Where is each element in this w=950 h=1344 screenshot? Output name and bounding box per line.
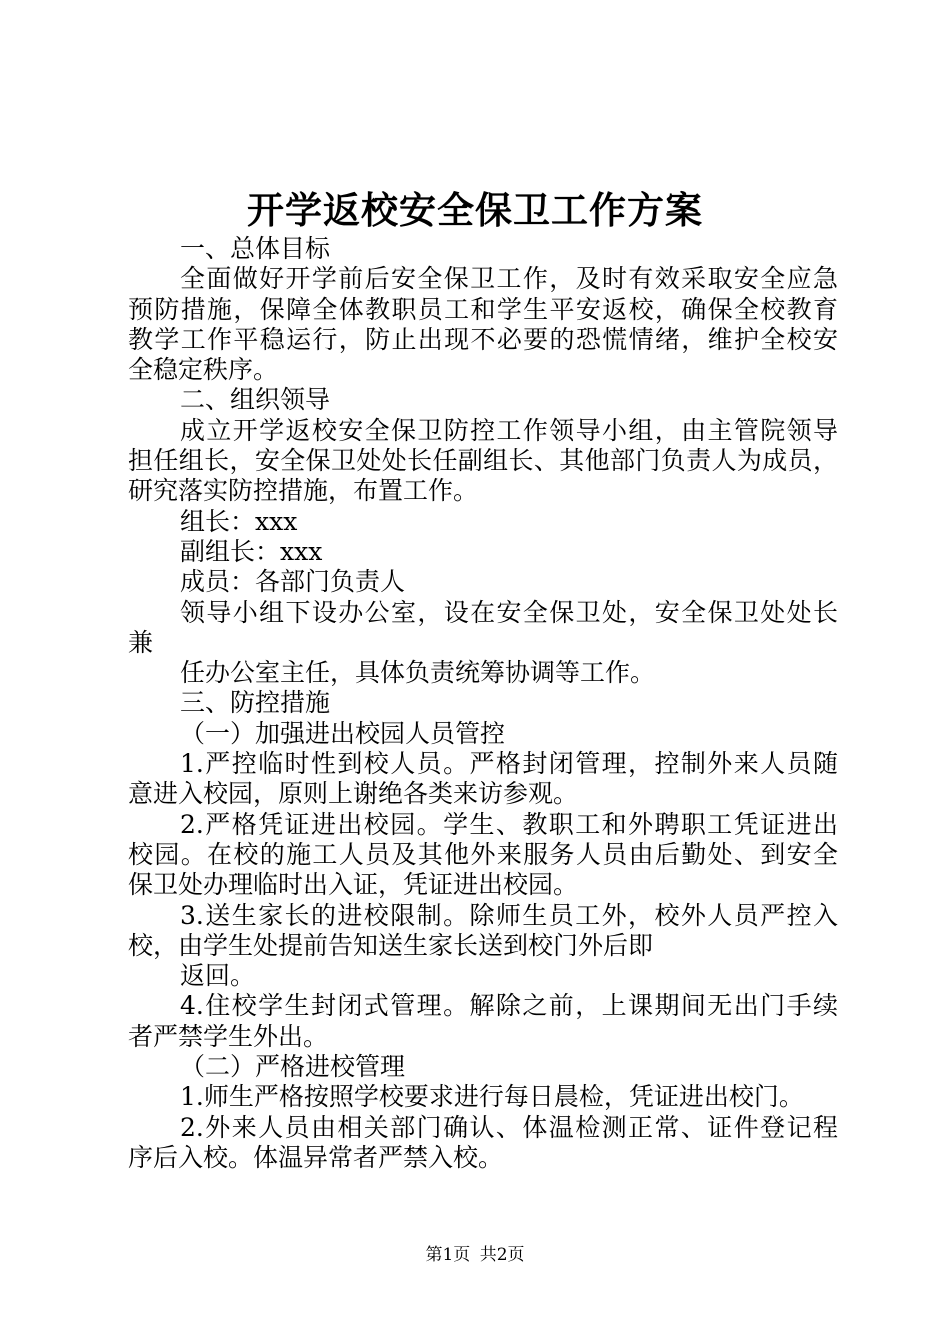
paragraph-line: （一）加强进出校园人员管控 [180, 718, 506, 748]
paragraph-line: 三、防控措施 [180, 688, 331, 718]
paragraph-line: 1.严控临时性到校人员。严格封闭管理，控制外来人员随 [180, 749, 838, 779]
paragraph-line: 预防措施，保障全体教职员工和学生平安返校，确保全校教育 [128, 294, 838, 324]
paragraph-line: 副组长：xxx [180, 536, 323, 566]
paragraph-line: 全稳定秩序。 [128, 355, 279, 385]
paragraph-line: 二、组织领导 [180, 385, 331, 415]
paragraph-line: 2.外来人员由相关部门确认、体温检测正常、证件登记程 [180, 1112, 838, 1142]
paragraph-line: 保卫处办理临时出入证，凭证进出校园。 [128, 870, 579, 900]
paragraph-line: 校，由学生处提前告知送生家长送到校门外后即 [128, 930, 654, 960]
paragraph-line: 返回。 [180, 961, 256, 991]
paragraph-line: 4.住校学生封闭式管理。解除之前，上课期间无出门手续 [180, 991, 838, 1021]
paragraph-line: 1.师生严格按照学校要求进行每日晨检，凭证进出校门。 [180, 1082, 804, 1112]
paragraph-line: 3.送生家长的进校限制。除师生员工外，校外人员严控入 [180, 900, 838, 930]
page-total: 共2页 [479, 1245, 525, 1265]
paragraph-line: （二）严格进校管理 [180, 1052, 406, 1082]
paragraph-line: 校园。在校的施工人员及其他外来服务人员由后勤处、到安全 [128, 839, 838, 869]
paragraph-line: 担任组长，安全保卫处处长任副组长、其他部门负责人为成员， [128, 446, 838, 476]
paragraph-line: 兼 [128, 627, 154, 657]
paragraph-line: 成员：各部门负责人 [180, 567, 406, 597]
paragraph-line: 者严禁学生外出。 [128, 1021, 329, 1051]
paragraph-line: 序后入校。体温异常者严禁入校。 [128, 1142, 504, 1172]
paragraph-line: 2.严格凭证进出校园。学生、教职工和外聘职工凭证进出 [180, 809, 838, 839]
paragraph-line: 意进入校园，原则上谢绝各类来访参观。 [128, 779, 579, 809]
paragraph-line: 教学工作平稳运行，防止出现不必要的恐慌情绪，维护全校安 [128, 324, 838, 354]
paragraph-line: 全面做好开学前后安全保卫工作，及时有效采取安全应急 [180, 264, 838, 294]
paragraph-line: 成立开学返校安全保卫防控工作领导小组，由主管院领导 [180, 415, 838, 445]
page-number: 第1页 [425, 1245, 471, 1265]
paragraph-line: 一、总体目标 [180, 234, 331, 263]
page-title: 开学返校安全保卫工作方案 [247, 188, 703, 232]
page-footer [0, 1244, 950, 1266]
paragraph-line: 任办公室主任，具体负责统筹协调等工作。 [180, 658, 656, 688]
paragraph-line: 领导小组下设办公室，设在安全保卫处，安全保卫处处长 [180, 597, 838, 627]
paragraph-line: 研究落实防控措施，布置工作。 [128, 476, 479, 506]
paragraph-line: 组长：xxx [180, 506, 298, 536]
document-body [128, 234, 838, 1173]
